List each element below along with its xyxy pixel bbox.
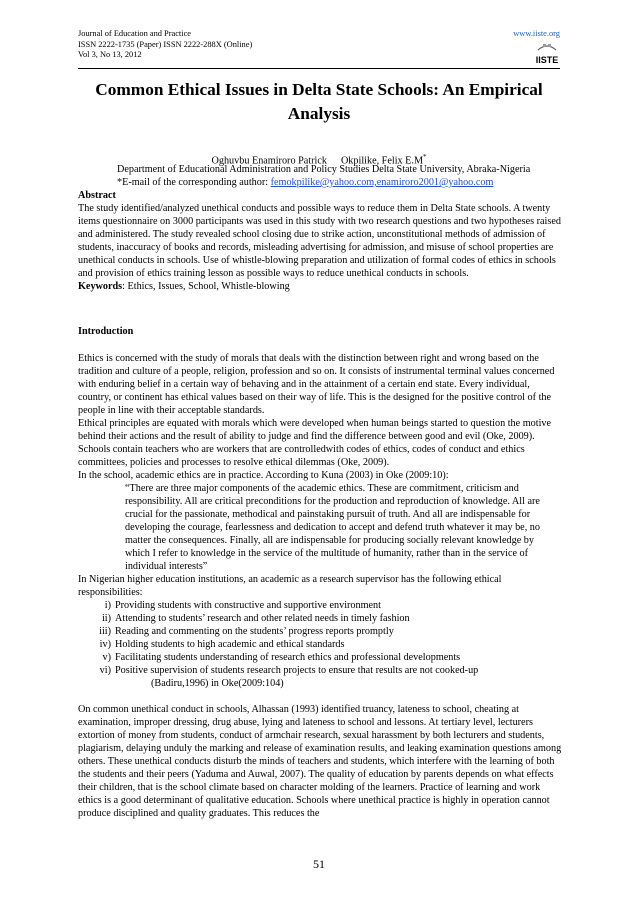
intro-paragraph-4: In Nigerian higher education institutions, an academic as a research supervisor has the following ethical responsibilities: <box>78 574 502 598</box>
list-item: ii) Attending to students’ research and other related needs in timely fashion <box>101 613 410 624</box>
introduction-heading-block <box>78 325 562 338</box>
logo-text: IISTE <box>535 55 559 65</box>
introduction-section <box>78 352 562 820</box>
paper-title <box>78 78 560 126</box>
affiliation: Department of Educational Administration and Policy Studies Delta State University, Abraka-Nigeria <box>117 164 531 175</box>
intro-paragraph-1: Ethics is concerned with the study of morals that deals with the distinction between right and wrong based on the tradition and culture of a people, religion, profession and so on. It consists of instrumental terminal values concerned with enduring belief in a certain way of behaving and in the attainment of a certain end state. Every individual, country, or continent has ethical values based on their way of life. This is the designed for the positive control of the people in line with their acceptable standards. <box>78 353 555 416</box>
title-line-2: Analysis <box>287 104 351 123</box>
journal-header <box>78 29 252 61</box>
journal-issn: ISSN 2222-1735 (Paper) ISSN 2222-288X (Online) <box>78 39 253 49</box>
keywords-label: Keywords <box>78 281 123 292</box>
abstract-text: The study identified/analyzed unethical conducts and possible ways to reduce them in Delta State schools. A twenty items questionnaire on 3000 participants was used in this study with two research questions and two hypotheses raised and administered. The study revealed school closing due to strike action, unconstitutional methods of admission of students, inaccuracy of books and records, misleading advertising for admission, and misuse of school properties are unethical conducts in schools. Use of whistle-blowing preparation and utilization of formal codes of ethics in schools and provision of ethics training lesson as possible ways to reduce unethical conducts in schools. <box>78 203 561 279</box>
header-divider <box>78 68 560 69</box>
responsibilities-list <box>78 599 562 690</box>
list-citation: (Badiru,1996) in Oke(2009:104) <box>151 678 284 689</box>
title-line-1: Common Ethical Issues in Delta State Schools: An Empirical <box>95 80 543 99</box>
email-prefix: *E-mail of the corresponding author: <box>117 177 271 188</box>
author-1: Oghuvbu Enamiroro Patrick <box>211 155 327 167</box>
journal-volume: Vol 3, No 13, 2012 <box>78 50 142 59</box>
author-2-mark: * <box>423 153 427 161</box>
kuna-quote: “There are three major components of the academic ethics. These are commitment, criticism and responsibility. All are critical preconditions for the production and reproduction of knowledge. All are crucial for the passionate, methodical and painstaking pursuit of truth. And all are indispensable for developing the courage, fearlessness and dedication to accept and defend truth whatever it may be, no matter the consequences. Finally, all are indispensable for producing socially relevant knowledge by which I refer to knowledge in the service of the multitude of humanity, rather than in the service of individual interests” <box>125 483 540 572</box>
email-link[interactable]: femokpilike@yahoo.com,enamiroro2001@yahoo.com <box>270 177 494 188</box>
iiste-logo <box>534 40 560 66</box>
list-item: iii) Reading and commenting on the students’ progress reports promptly <box>99 626 394 637</box>
journal-name: Journal of Education and Practice <box>78 29 192 38</box>
list-item: vi) Positive supervision of students research projects to ensure that results are not cooked-up <box>99 665 479 676</box>
intro-paragraph-5: On common unethical conduct in schools, Alhassan (1993) identified truancy, lateness to school, cheating at examination, improper dressing, drug abuse, lying and lateness to school and lessons. At tertiary level, lecturers extortion of money from students, conduct of armchair research, sexual harassment by both lecturers and students, plagiarism, delaying unduly the marking and release of examination results, and leaking examination questions among others. These unethical conducts disturb the minds of teachers and students, which interfere with the learning of both the students and their peers (Yaduma and Auwal, 2007). The quality of education by parents depends on what effects their children, that is the school climate based on character molding of the learners. Practice of learning and work ethics is a good determinant of qualitative education. Schools where unethical practice is highly in operation cannot produce disciplined and quality graduates. This reduces the <box>78 704 562 819</box>
author-2: Okpilike, Felix E.M <box>340 155 423 167</box>
list-item: iv) Holding students to high academic and ethical standards <box>99 639 345 650</box>
journal-website-link[interactable]: www.iiste.org <box>513 29 560 38</box>
abstract-section <box>78 189 562 293</box>
intro-paragraph-2: Ethical principles are equated with morals which were developed when human beings started to question the motive behind their actions and the result of ability to judge and find the difference between good and evil (Oke, 2009). Schools contain teachers who are workers that are controlledwith codes of ethics, codes of conduct and ethics committees, policies and processes to resolve ethical dilemmas (Oke, 2009). <box>78 418 552 468</box>
keywords-line <box>78 280 562 293</box>
list-item: i) Providing students with constructive and supportive environment <box>104 600 381 611</box>
introduction-heading: Introduction <box>78 326 134 337</box>
corresponding-email <box>117 176 493 189</box>
spacer <box>78 690 562 703</box>
abstract-heading: Abstract <box>78 190 116 201</box>
keywords-text: : Ethics, Issues, School, Whistle-blowing <box>122 281 290 292</box>
page-number: 51 <box>313 857 325 871</box>
intro-paragraph-3: In the school, academic ethics are in practice. According to Kuna (2003) in Oke (2009:10): <box>78 470 449 481</box>
list-item: v) Facilitating students understanding of research ethics and professional developments <box>102 652 461 663</box>
